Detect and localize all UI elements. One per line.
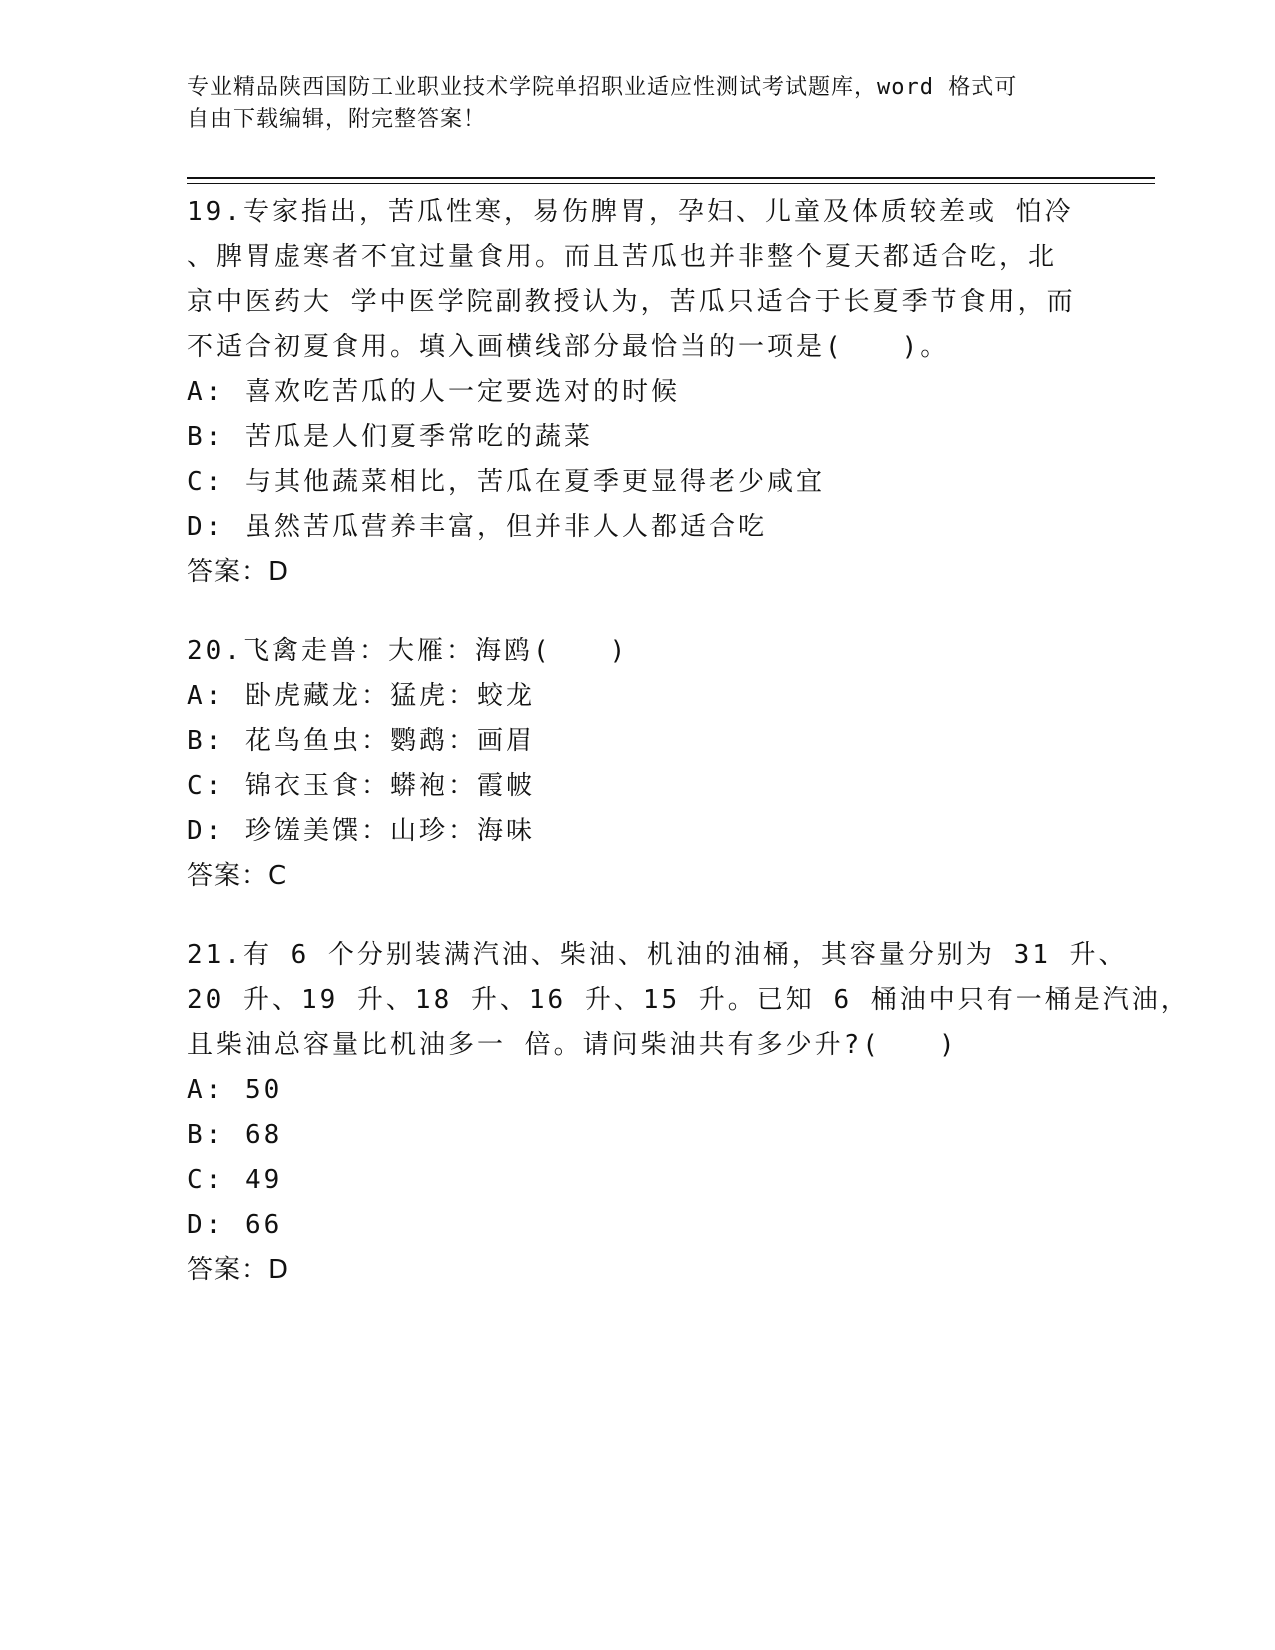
option-b — [187, 1113, 1087, 1158]
header-divider — [187, 177, 1155, 184]
question-19 — [187, 190, 1087, 595]
option-d — [187, 809, 1087, 854]
header-line-2: 自由下载编辑，附完整答案！ — [187, 107, 487, 132]
question-text-line: 京中医药大 学中医学院副教授认为，苦瓜只适合于长夏季节食用，而 — [187, 287, 1076, 317]
option-text: 50 — [245, 1075, 283, 1105]
option-letter: B: — [187, 422, 225, 452]
document-header — [187, 72, 1087, 136]
option-d — [187, 505, 1087, 550]
question-text-line: 20.飞禽走兽：大雁：海鸥( ) — [187, 636, 629, 666]
option-text: 虽然苦瓜营养丰富，但并非人人都适合吃 — [245, 512, 768, 542]
option-text: 66 — [245, 1210, 283, 1240]
option-text: 49 — [245, 1165, 283, 1195]
option-letter: C: — [187, 771, 225, 801]
option-letter: B: — [187, 1120, 225, 1150]
question-text-line: 21.有 6 个分别装满汽油、柴油、机油的油桶，其容量分别为 31 升、 — [187, 940, 1128, 970]
option-text: 喜欢吃苦瓜的人一定要选对的时候 — [245, 377, 681, 407]
option-b — [187, 719, 1087, 764]
option-text: 花鸟鱼虫：鹦鹉：画眉 — [245, 726, 536, 756]
option-letter: D: — [187, 1210, 225, 1240]
option-c — [187, 1158, 1087, 1203]
option-text: 与其他蔬菜相比，苦瓜在夏季更显得老少咸宜 — [245, 467, 826, 497]
answer-line: 答案：C — [187, 861, 288, 891]
option-letter: A: — [187, 377, 225, 407]
question-text-line: 、脾胃虚寒者不宜过量食用。而且苦瓜也并非整个夏天都适合吃，北 — [187, 242, 1058, 272]
option-letter: D: — [187, 816, 225, 846]
option-letter: B: — [187, 726, 225, 756]
option-letter: A: — [187, 1075, 225, 1105]
option-text: 珍馐美馔：山珍：海味 — [245, 816, 536, 846]
option-letter: C: — [187, 467, 225, 497]
option-letter: A: — [187, 681, 225, 711]
answer-line: 答案：D — [187, 557, 290, 587]
option-c — [187, 460, 1087, 505]
option-c — [187, 764, 1087, 809]
option-a — [187, 370, 1087, 415]
question-20 — [187, 629, 1087, 899]
option-d — [187, 1203, 1087, 1248]
question-list — [187, 190, 1190, 1327]
question-text-line: 不适合初夏食用。填入画横线部分最恰当的一项是( )。 — [187, 332, 950, 362]
question-21 — [187, 933, 1190, 1293]
option-a — [187, 1068, 1087, 1113]
option-text: 68 — [245, 1120, 283, 1150]
option-letter: C: — [187, 1165, 225, 1195]
question-text-line: 20 升、19 升、18 升、16 升、15 升。已知 6 桶油中只有一桶是汽油， — [187, 985, 1190, 1015]
option-a — [187, 674, 1087, 719]
option-letter: D: — [187, 512, 225, 542]
question-text-line: 19.专家指出，苦瓜性寒，易伤脾胃，孕妇、儿童及体质较差或 怕冷 — [187, 197, 1074, 227]
question-text-line: 且柴油总容量比机油多一 倍。请问柴油共有多少升?( ) — [187, 1030, 958, 1060]
option-text: 卧虎藏龙：猛虎：蛟龙 — [245, 681, 536, 711]
answer-line: 答案：D — [187, 1255, 290, 1285]
option-b — [187, 415, 1087, 460]
header-line-1: 专业精品陕西国防工业职业技术学院单招职业适应性测试考试题库，word 格式可 — [187, 75, 1018, 100]
option-text: 苦瓜是人们夏季常吃的蔬菜 — [245, 422, 594, 452]
option-text: 锦衣玉食：蟒袍：霞帔 — [245, 771, 536, 801]
